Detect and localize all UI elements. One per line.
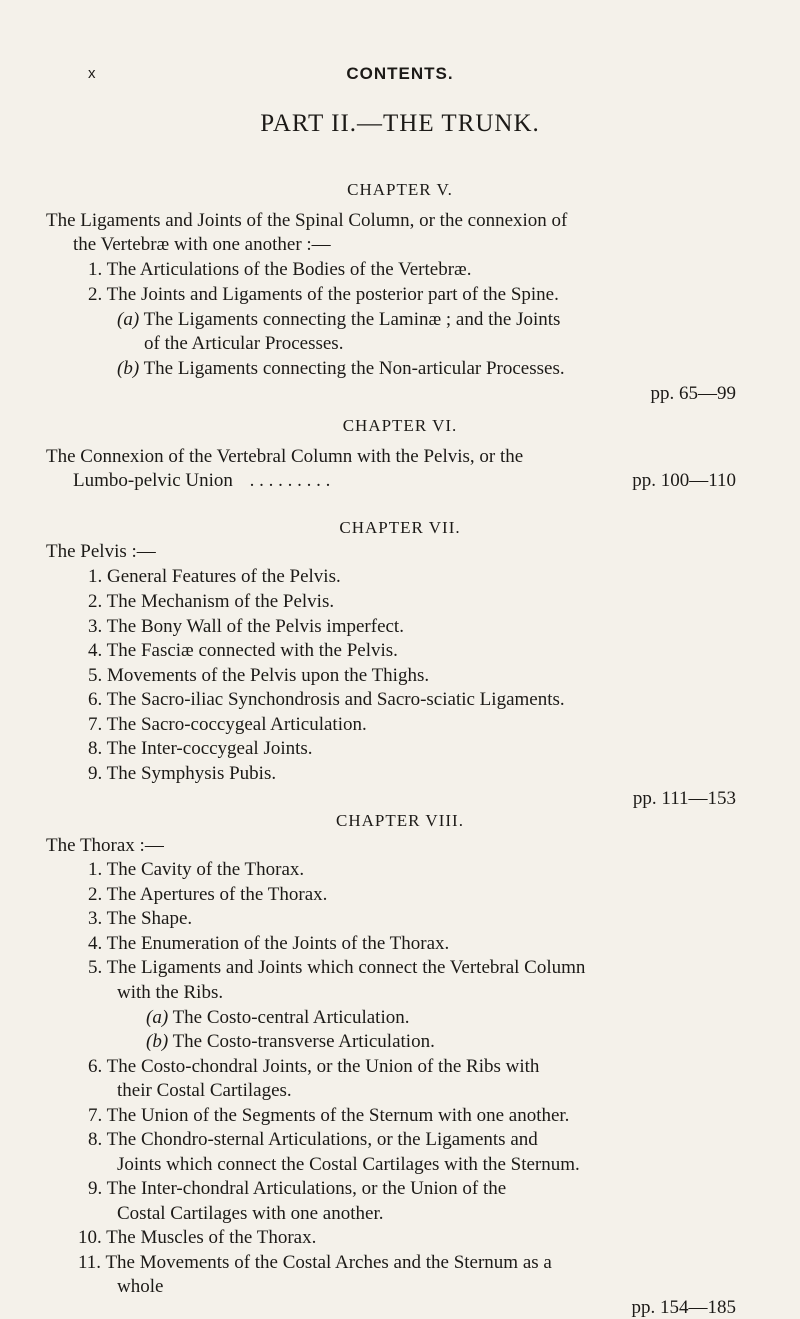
chapter-7-item: 9. The Symphysis Pubis. <box>88 763 277 784</box>
chapter-7-heading: CHAPTER VII. <box>339 518 461 537</box>
dot-leader: . . . . . . . . . <box>249 470 331 491</box>
subitem-text: The Ligaments connecting the Laminæ ; and the Joints <box>143 309 561 330</box>
page-folio: x <box>88 65 97 82</box>
chapter-7-pages: pp. 111—153 <box>632 788 736 809</box>
running-header <box>0 62 800 86</box>
chapter-8-item: 2. The Apertures of the Thorax. <box>88 884 328 905</box>
chapter-7-item: 8. The Inter-coccygeal Joints. <box>88 738 313 759</box>
subitem-mark: (b) <box>146 1031 169 1052</box>
chapter-7-intro-line: The Pelvis :— <box>46 541 156 562</box>
chapter-7-item: 4. The Fasciæ connected with the Pelvis. <box>88 640 398 661</box>
subitem-mark: (a) <box>146 1007 169 1028</box>
chapter-8-item-cont: their Costal Cartilages. <box>117 1080 292 1101</box>
subitem-mark: (a) <box>117 309 140 330</box>
chapter-8-heading: CHAPTER VIII. <box>336 811 464 830</box>
chapter-5-pages: pp. 65—99 <box>650 383 736 404</box>
chapter-8-item-cont: with the Ribs. <box>117 982 224 1003</box>
subitem-text: The Ligaments connecting the Non-articular Processes. <box>143 358 565 379</box>
chapter-5-subitem <box>117 308 560 331</box>
chapter-8-item-cont: whole <box>117 1276 164 1297</box>
chapter-8-item: 6. The Costo-chondral Joints, or the Union of the Ribs with <box>88 1056 540 1077</box>
chapter-8-subitem <box>146 1006 409 1029</box>
chapter-5-heading: CHAPTER V. <box>347 180 453 199</box>
chapter-8-item: 11. The Movements of the Costal Arches and the Sternum as a <box>78 1252 552 1273</box>
part-title: PART II.—THE TRUNK. <box>260 110 540 137</box>
chapter-5-item: 2. The Joints and Ligaments of the posterior part of the Spine. <box>88 284 559 305</box>
chapter-7-item: 5. Movements of the Pelvis upon the Thighs. <box>88 665 430 686</box>
chapter-8-item-cont: Costal Cartilages with one another. <box>117 1203 384 1224</box>
chapter-7-item: 6. The Sacro-iliac Synchondrosis and Sacro-sciatic Ligaments. <box>88 689 565 710</box>
running-title: CONTENTS. <box>346 64 454 83</box>
subitem-mark: (b) <box>117 358 140 379</box>
chapter-5-subitem-cont: of the Articular Processes. <box>144 333 344 354</box>
chapter-7-item: 2. The Mechanism of the Pelvis. <box>88 591 335 612</box>
chapter-8-item: 4. The Enumeration of the Joints of the Thorax. <box>88 933 450 954</box>
chapter-6-intro-line: The Connexion of the Vertebral Column with the Pelvis, or the <box>46 446 524 467</box>
chapter-6-pages: pp. 100—110 <box>632 470 736 491</box>
chapter-5-subitem <box>117 357 565 380</box>
chapter-8-item: 10. The Muscles of the Thorax. <box>78 1227 317 1248</box>
chapter-8-subitem <box>146 1030 435 1053</box>
subitem-text: The Costo-transverse Articulation. <box>172 1031 435 1052</box>
chapter-6-intro-text: Lumbo-pelvic Union <box>73 470 233 491</box>
chapter-5-item: 1. The Articulations of the Bodies of the Vertebræ. <box>88 259 472 280</box>
chapter-7-item: 3. The Bony Wall of the Pelvis imperfect. <box>88 616 404 637</box>
chapter-7-item: 1. General Features of the Pelvis. <box>88 566 341 587</box>
subitem-text: The Costo-central Articulation. <box>172 1007 410 1028</box>
chapter-8-item: 8. The Chondro-sternal Articulations, or the Ligaments and <box>88 1129 538 1150</box>
chapter-6-intro-line <box>73 469 330 492</box>
chapter-8-pages: pp. 154—185 <box>631 1297 736 1318</box>
chapter-8-item: 7. The Union of the Segments of the Sternum with one another. <box>88 1105 570 1126</box>
chapter-8-item: 9. The Inter-chondral Articulations, or the Union of the <box>88 1178 507 1199</box>
chapter-8-item: 1. The Cavity of the Thorax. <box>88 859 305 880</box>
chapter-7-item: 7. The Sacro-coccygeal Articulation. <box>88 714 367 735</box>
chapter-6-heading: CHAPTER VI. <box>342 416 458 435</box>
chapter-8-item: 5. The Ligaments and Joints which connect the Vertebral Column <box>88 957 586 978</box>
chapter-8-item-cont: Joints which connect the Costal Cartilages with the Sternum. <box>117 1154 580 1175</box>
chapter-5-intro-line: The Ligaments and Joints of the Spinal Column, or the connexion of <box>46 210 568 231</box>
chapter-8-intro-line: The Thorax :— <box>46 835 164 856</box>
chapter-5-intro-line: the Vertebræ with one another :— <box>73 234 331 255</box>
chapter-8-item: 3. The Shape. <box>88 908 193 929</box>
